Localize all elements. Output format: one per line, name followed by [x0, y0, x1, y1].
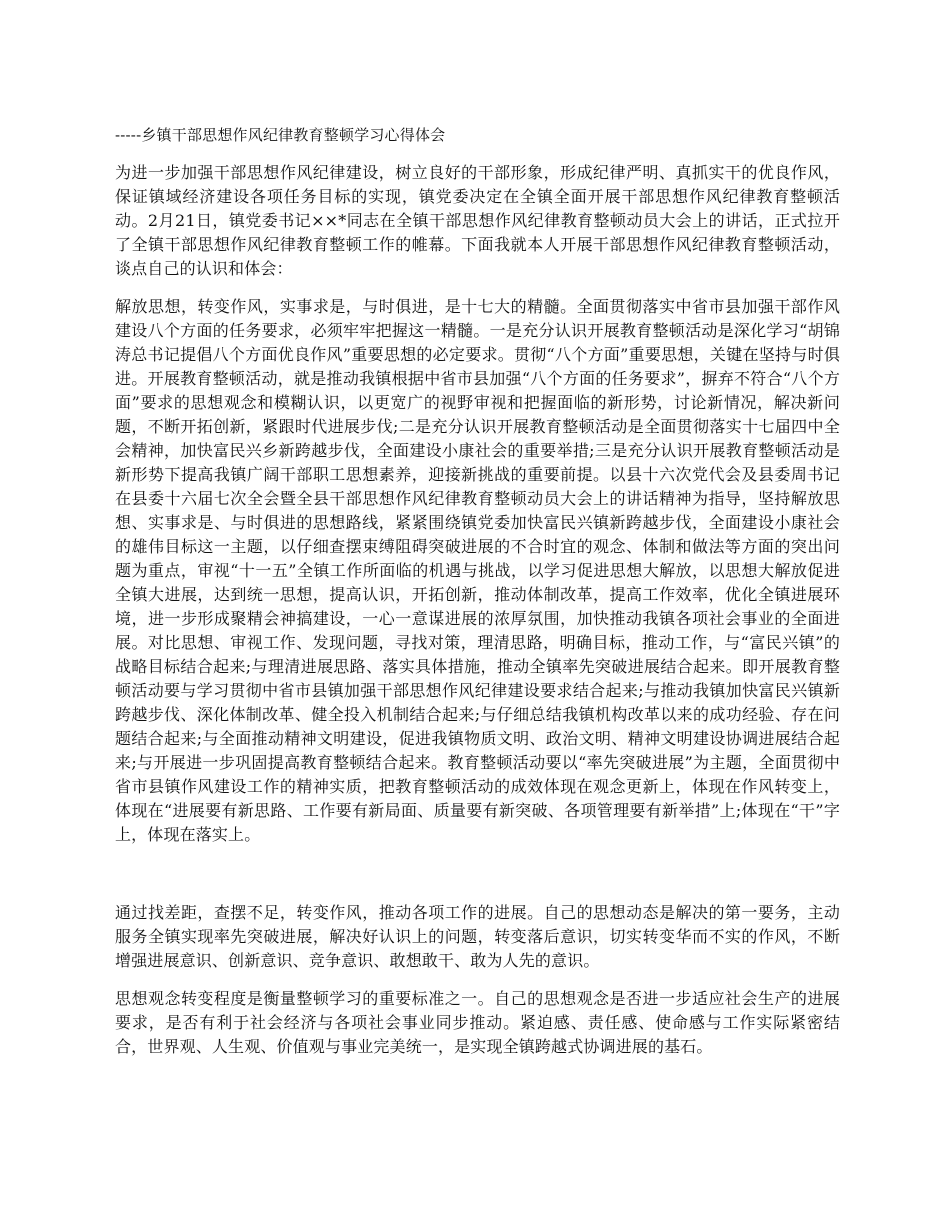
paragraph-gap	[115, 861, 840, 901]
paragraph-intro: 为进一步加强干部思想作风纪律建设，树立良好的干部形象，形成纪律严明、真抓实干的优良作风，保证镇域经济建设各项任务目标的实现，镇党委决定在全镇全面开展干部思想作风纪律教育整顿活动。2月21日，镇党委书记××*同志在全镇干部思想作风纪律教育整顿动员大会上的讲话，正式拉开了全镇干部思想作风纪律教育整顿工作的帷幕。下面我就本人开展干部思想作风纪律教育整顿活动，谈点自己的认识和体会：	[115, 163, 840, 278]
paragraph-main: 解放思想，转变作风，实事求是，与时俱进，是十七大的精髓。全面贯彻落实中省市县加强干部作风建设八个方面的任务要求，必须牢牢把握这一精髓。一是充分认识开展教育整顿活动是深化学习“胡锦涛总书记提倡八个方面优良作风”重要思想的必定要求。贯彻“八个方面”重要思想，关键在坚持与时俱进。开展教育整顿活动，就是推动我镇根据中省市县加强“八个方面的任务要求”，摒弃不符合“八个方面”要求的思想观念和模糊认识，以更宽广的视野审视和把握面临的新形势，讨论新情况，解决新问题，不断开拓创新，紧跟时代进展步伐;二是充分认识开展教育整顿活动是全面贯彻落实十七届四中全会精神，加快富民兴乡新跨越步伐，全面建设小康社会的重要举措;三是充分认识开展教育整顿活动是新形势下提高我镇广阔干部职工思想素养，迎接新挑战的重要前提。以县十六次党代会及县委周书记在县委十六届七次全会暨全县干部思想作风纪律教育整顿动员大会上的讲话精神为指导，坚持解放思想、实事求是、与时俱进的思想路线，紧紧围绕镇党委加快富民兴镇新跨越步伐，全面建设小康社会的雄伟目标这一主题，以仔细查摆束缚阻碍突破进展的不合时宜的观念、体制和做法等方面的突出问题为重点，审视“十一五”全镇工作所面临的机遇与挑战，以学习促进思想大解放，以思想大解放促进全镇大进展，达到统一思想，提高认识，开拓创新，推动体制改革，提高工作效率，优化全镇进展环境，进一步形成聚精会神搞建设，一心一意谋进展的浓厚氛围，加快推动我镇各项社会事业的全面进展。对比思想、审视工作、发现问题，寻找对策，理清思路，明确目标，推动工作，与“富民兴镇”的战略目标结合起来;与理清进展思路、落实具体措施，推动全镇率先突破进展结合起来。即开展教育整顿活动要与学习贯彻中省市县镇加强干部思想作风纪律建设要求结合起来;与推动我镇加快富民兴镇新跨越步伐、深化体制改革、健全投入机制结合起来;与仔细总结我镇机构改革以来的成功经验、存在问题结合起来;与全面推动精神文明建设，促进我镇物质文明、政治文明、精神文明建设协调进展结合起来;与开展进一步巩固提高教育整顿结合起来。教育整顿活动要以“率先突破进展”为主题，全面贯彻中省市县镇作风建设工作的精神实质，把教育整顿活动的成效体现在观念更新上，体现在作风转变上，体现在“进展要有新思路、工作要有新局面、质量要有新突破、各项管理要有新举措”上;体现在“干”字上，体现在落实上。	[115, 297, 840, 844]
paragraph-third: 通过找差距，查摆不足，转变作风，推动各项工作的进展。自己的思想动态是解决的第一要务，主动服务全镇实现率先突破进展，解决好认识上的问题，转变落后意识，切实转变华而不实的作风，不断增强进展意识、创新意识、竞争意识、敢想敢干、敢为人先的意识。	[115, 903, 840, 970]
document-subtitle: -----乡镇干部思想作风纪律教育整顿学习心得体会	[115, 126, 446, 144]
paragraph-fourth: 思想观念转变程度是衡量整顿学习的重要标准之一。自己的思想观念是否进一步适应社会生产的进展要求，是否有利于社会经济与各项社会事业同步推动。紧迫感、责任感、使命感与工作实际紧密结合，世界观、人生观、价值观与事业完美统一，是实现全镇跨越式协调进展的基石。	[115, 989, 840, 1056]
document-page	[115, 123, 840, 1073]
